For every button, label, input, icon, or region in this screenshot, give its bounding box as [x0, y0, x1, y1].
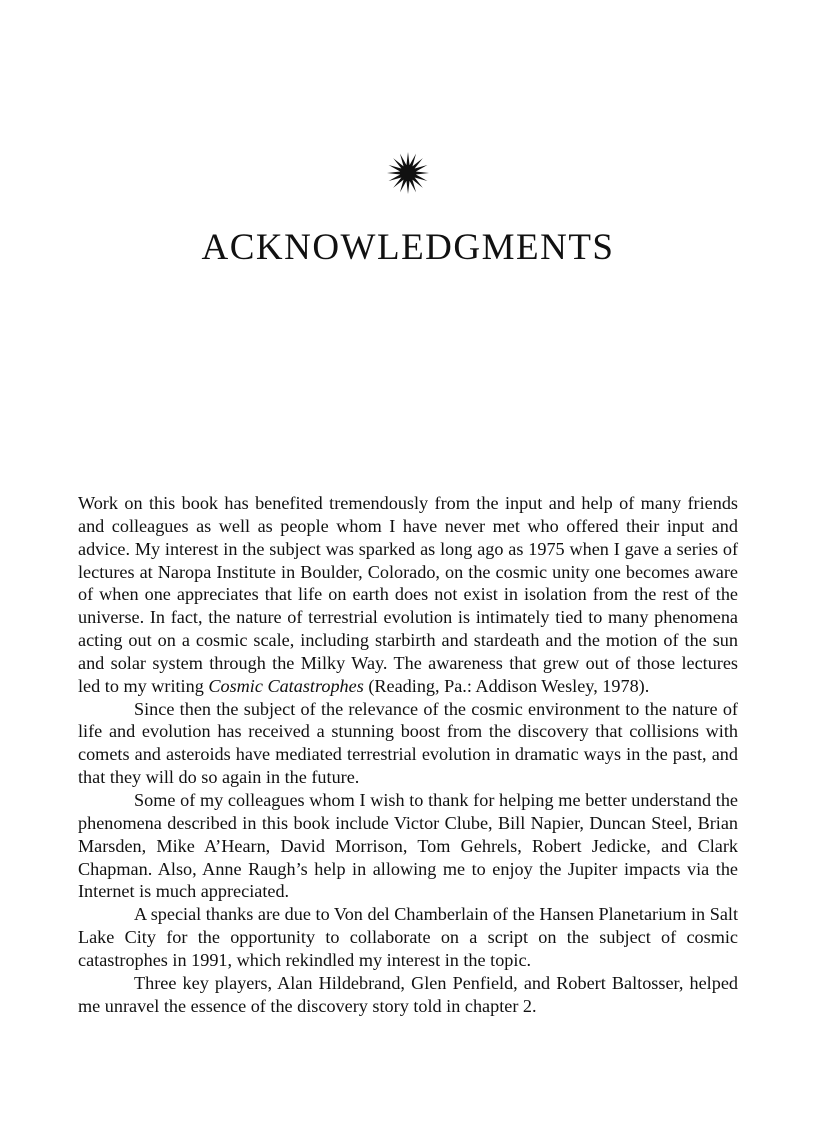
paragraph-2: Since then the subject of the relevance of the cosmic environment to the nature of life and evolution has received a stunning boost from the discovery that collisions with comets and asteroids have mediated terrestrial evolution in dramatic ways in the past, and that they will do so again in the future. — [78, 698, 738, 788]
paragraph-1-citation: (Reading, Pa.: Addison Wesley, 1978). — [363, 675, 650, 696]
paragraph-5: Three key players, Alan Hildebrand, Glen Penfield, and Robert Baltosser, helped me unravel the essence of the discovery story told in chapter 2. — [78, 972, 738, 1016]
page-title: ACKNOWLEDGMENTS — [201, 227, 615, 268]
paragraph-1 — [78, 492, 738, 698]
book-title-italic: Cosmic Catastrophes — [208, 675, 364, 696]
paragraph-4: A special thanks are due to Von del Chamberlain of the Hansen Planetarium in Salt Lake City for the opportunity to collaborate on a script on the subject of cosmic catastrophes in 1991, which rekindled my interest in the topic. — [78, 904, 738, 970]
paragraph-3: Some of my colleagues whom I wish to thank for helping me better understand the phenomena described in this book include Victor Clube, Bill Napier, Duncan Steel, Brian Marsden, Mike A’Hearn, David Morrison, Tom Gehrels, Robert Jedicke, and Clark Chapman. Also, Anne Raugh’s help in allowing me to enjoy the Jupiter impacts via the Internet is much appreciated. — [78, 789, 738, 902]
acknowledgments-body — [78, 492, 738, 1017]
paragraph-1-text: Work on this book has benefited tremendously from the input and help of many friends and colleagues as well as people whom I have never met who offered their input and advice. My interest in the subject was sparked as long ago as 1975 when I gave a series of lectures at Naropa Institute in Boulder, Colorado, on the cosmic unity one becomes aware of when one appreciates that life on earth does not exist in isolation from the rest of the universe. In fact, the nature of terrestrial evolution is intimately tied to many phenomena acting out on a cosmic scale, including starbirth and stardeath and the motion of the sun and solar system through the Milky Way. The awareness that grew out of those lectures led to my writing — [78, 493, 738, 696]
starburst-ornament-icon — [385, 150, 431, 196]
